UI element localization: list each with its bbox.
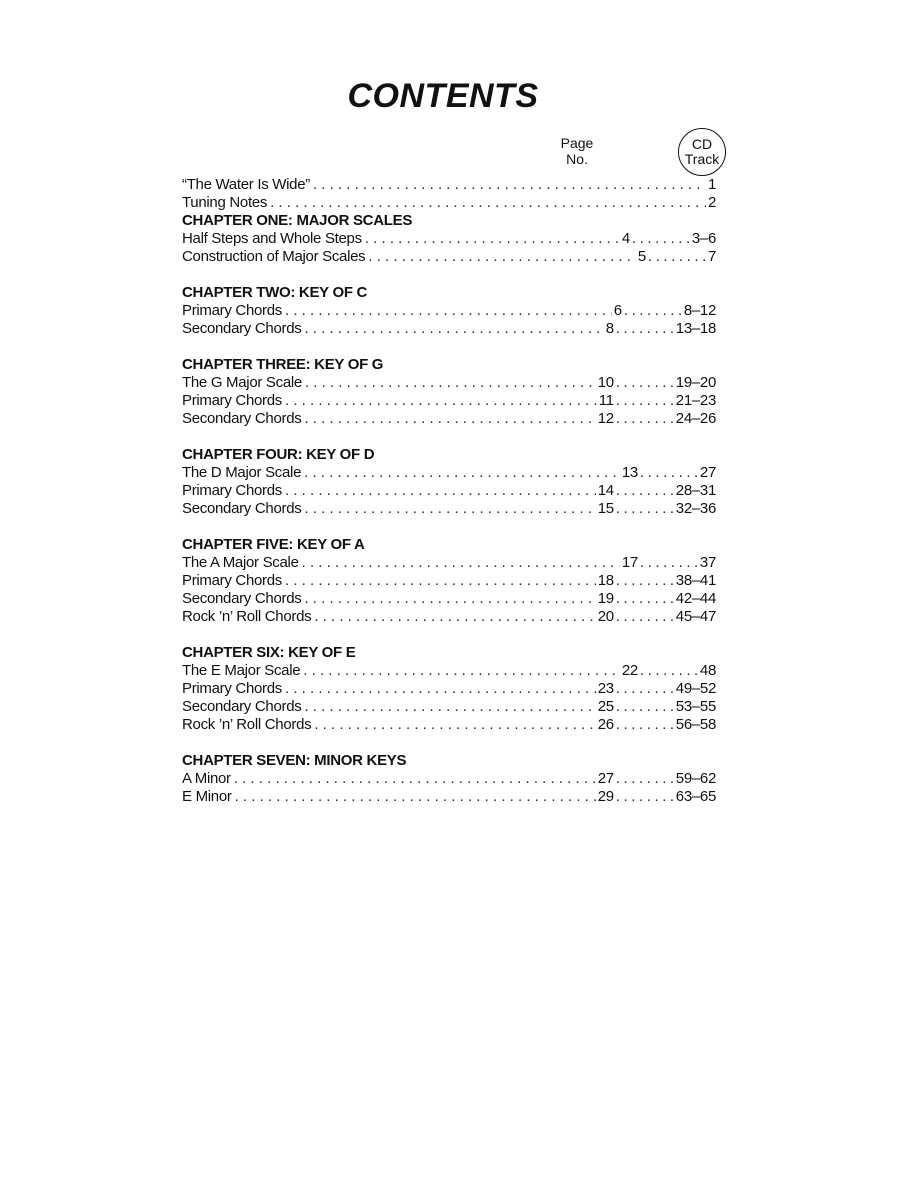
entry-title: Primary Chords (182, 680, 282, 697)
toc-entry[interactable] (182, 662, 716, 680)
chapter-section (182, 212, 716, 266)
entry-title: The A Major Scale (182, 554, 299, 571)
entry-track: 32–36 (675, 500, 716, 517)
chapter-heading: CHAPTER SEVEN: MINOR KEYS (182, 752, 407, 769)
entry-title: E Minor (182, 788, 232, 805)
chapter-heading: CHAPTER SIX: KEY OF E (182, 644, 356, 661)
entry-title: The G Major Scale (182, 374, 302, 391)
dot-leader (640, 464, 698, 482)
dot-leader (616, 716, 674, 734)
chapter-section (182, 536, 716, 626)
entry-title: Primary Chords (182, 392, 282, 409)
dot-leader (616, 410, 674, 428)
toc-entry[interactable] (182, 716, 716, 734)
dot-leader (616, 698, 674, 716)
dot-leader (304, 500, 595, 518)
chapter-heading: CHAPTER ONE: MAJOR SCALES (182, 212, 413, 229)
dot-leader (616, 572, 674, 590)
dot-leader (304, 320, 603, 338)
page-number-column-header (554, 135, 600, 167)
dot-leader (624, 302, 682, 320)
dot-leader (365, 230, 620, 248)
dot-leader (616, 392, 674, 410)
entry-page: 12 (597, 410, 614, 427)
entry-track: 8–12 (683, 302, 716, 319)
entry-track: 37 (699, 554, 716, 571)
entry-page: 23 (597, 680, 614, 697)
entry-title: Secondary Chords (182, 698, 302, 715)
entry-title: Rock ’n’ Roll Chords (182, 716, 312, 733)
dot-leader (285, 572, 596, 590)
dot-leader (234, 770, 596, 788)
chapter-section (182, 644, 716, 734)
toc-entry[interactable] (182, 482, 716, 500)
entry-title: Secondary Chords (182, 500, 302, 517)
entry-track: 59–62 (675, 770, 716, 787)
dot-leader (616, 788, 674, 806)
chapter-heading: CHAPTER FIVE: KEY OF A (182, 536, 365, 553)
dot-leader (368, 248, 636, 266)
toc-entry[interactable] (182, 608, 716, 626)
chapter-section (182, 356, 716, 428)
page-header-line1: Page (560, 135, 594, 151)
toc-entry[interactable] (182, 590, 716, 608)
toc-entry[interactable] (182, 392, 716, 410)
entry-track: 24–26 (675, 410, 716, 427)
entry-page: 4 (621, 230, 630, 247)
dot-leader (616, 608, 674, 626)
entry-page: 17 (621, 554, 638, 571)
entry-track: 38–41 (675, 572, 716, 589)
entry-track: 27 (699, 464, 716, 481)
dot-leader (616, 500, 674, 518)
entry-track: 2 (707, 194, 716, 211)
entry-page: 29 (597, 788, 614, 805)
entry-page: 27 (597, 770, 614, 787)
entry-track: 49–52 (675, 680, 716, 697)
entry-title: The E Major Scale (182, 662, 301, 679)
chapter-heading: CHAPTER THREE: KEY OF G (182, 356, 384, 373)
dot-leader (285, 482, 596, 500)
dot-leader (632, 230, 690, 248)
dot-leader (304, 698, 595, 716)
dot-leader (303, 662, 620, 680)
entry-page: 10 (597, 374, 614, 391)
toc-entry[interactable] (182, 572, 716, 590)
page-title: CONTENTS (347, 77, 539, 115)
entry-track: 7 (707, 248, 716, 265)
dot-leader (270, 194, 706, 212)
intro-section (182, 176, 716, 212)
entry-page: 6 (613, 302, 622, 319)
entry-page: 13 (621, 464, 638, 481)
dot-leader (304, 590, 595, 608)
toc-entry[interactable] (182, 554, 716, 572)
dot-leader (648, 248, 706, 266)
entry-page: 5 (637, 248, 646, 265)
entry-track: 1 (707, 176, 716, 193)
dot-leader (616, 680, 674, 698)
toc-entry[interactable] (182, 194, 716, 212)
dot-leader (640, 662, 698, 680)
dot-leader (616, 374, 674, 392)
entry-title: Secondary Chords (182, 590, 302, 607)
entry-title: Half Steps and Whole Steps (182, 230, 362, 247)
toc-entry[interactable] (182, 374, 716, 392)
chapter-section (182, 284, 716, 338)
chapter-heading: CHAPTER FOUR: KEY OF D (182, 446, 375, 463)
dot-leader (305, 374, 596, 392)
chapter-section (182, 752, 716, 806)
table-of-contents (182, 176, 716, 806)
entry-title: Secondary Chords (182, 320, 302, 337)
entry-track: 19–20 (675, 374, 716, 391)
toc-entry[interactable] (182, 788, 716, 806)
toc-entry[interactable] (182, 698, 716, 716)
cd-track-column-header (678, 128, 726, 176)
entry-track: 42–44 (675, 590, 716, 607)
entry-page: 22 (621, 662, 638, 679)
cd-header-line1: CD (691, 136, 713, 152)
entry-page: 25 (597, 698, 614, 715)
entry-page: 18 (597, 572, 614, 589)
toc-entry[interactable] (182, 176, 716, 194)
entry-title: The D Major Scale (182, 464, 302, 481)
toc-entry[interactable] (182, 770, 716, 788)
entry-track: 3–6 (691, 230, 716, 247)
page-header-line2: No. (566, 151, 588, 167)
dot-leader (616, 770, 674, 788)
toc-entry[interactable] (182, 410, 716, 428)
entry-page: 8 (605, 320, 614, 337)
dot-leader (304, 464, 620, 482)
entry-title: Primary Chords (182, 302, 282, 319)
dot-leader (313, 176, 706, 194)
chapter-heading: CHAPTER TWO: KEY OF C (182, 284, 368, 301)
entry-track: 53–55 (675, 698, 716, 715)
dot-leader (285, 392, 597, 410)
toc-entry[interactable] (182, 320, 716, 338)
entry-page: 26 (597, 716, 614, 733)
entry-track: 13–18 (675, 320, 716, 337)
entry-track: 45–47 (675, 608, 716, 625)
entry-title: Primary Chords (182, 482, 282, 499)
toc-entry[interactable] (182, 248, 716, 266)
dot-leader (616, 590, 674, 608)
toc-entry[interactable] (182, 302, 716, 320)
entry-title: Construction of Major Scales (182, 248, 366, 265)
entry-title: Tuning Notes (182, 194, 268, 211)
dot-leader (616, 482, 674, 500)
entry-title: A Minor (182, 770, 231, 787)
entry-page: 20 (597, 608, 614, 625)
dot-leader (235, 788, 596, 806)
entry-track: 21–23 (675, 392, 716, 409)
dot-leader (314, 608, 595, 626)
dot-leader (285, 680, 596, 698)
entry-page: 11 (598, 392, 614, 409)
chapter-list (182, 212, 716, 806)
dot-leader (302, 554, 620, 572)
entry-page: 19 (597, 590, 614, 607)
entry-page: 15 (597, 500, 614, 517)
dot-leader (314, 716, 595, 734)
toc-entry[interactable] (182, 230, 716, 248)
dot-leader (285, 302, 612, 320)
entry-title: “The Water Is Wide” (182, 176, 310, 193)
entry-title: Secondary Chords (182, 410, 302, 427)
dot-leader (616, 320, 674, 338)
entry-title: Primary Chords (182, 572, 282, 589)
entry-track: 63–65 (675, 788, 716, 805)
entry-track: 28–31 (675, 482, 716, 499)
entry-page: 14 (597, 482, 614, 499)
toc-entry[interactable] (182, 680, 716, 698)
entry-track: 48 (699, 662, 716, 679)
toc-entry[interactable] (182, 500, 716, 518)
dot-leader (304, 410, 595, 428)
entry-title: Rock ’n’ Roll Chords (182, 608, 312, 625)
entry-track: 56–58 (675, 716, 716, 733)
dot-leader (640, 554, 698, 572)
chapter-section (182, 446, 716, 518)
cd-header-line2: Track (684, 151, 720, 167)
toc-entry[interactable] (182, 464, 716, 482)
